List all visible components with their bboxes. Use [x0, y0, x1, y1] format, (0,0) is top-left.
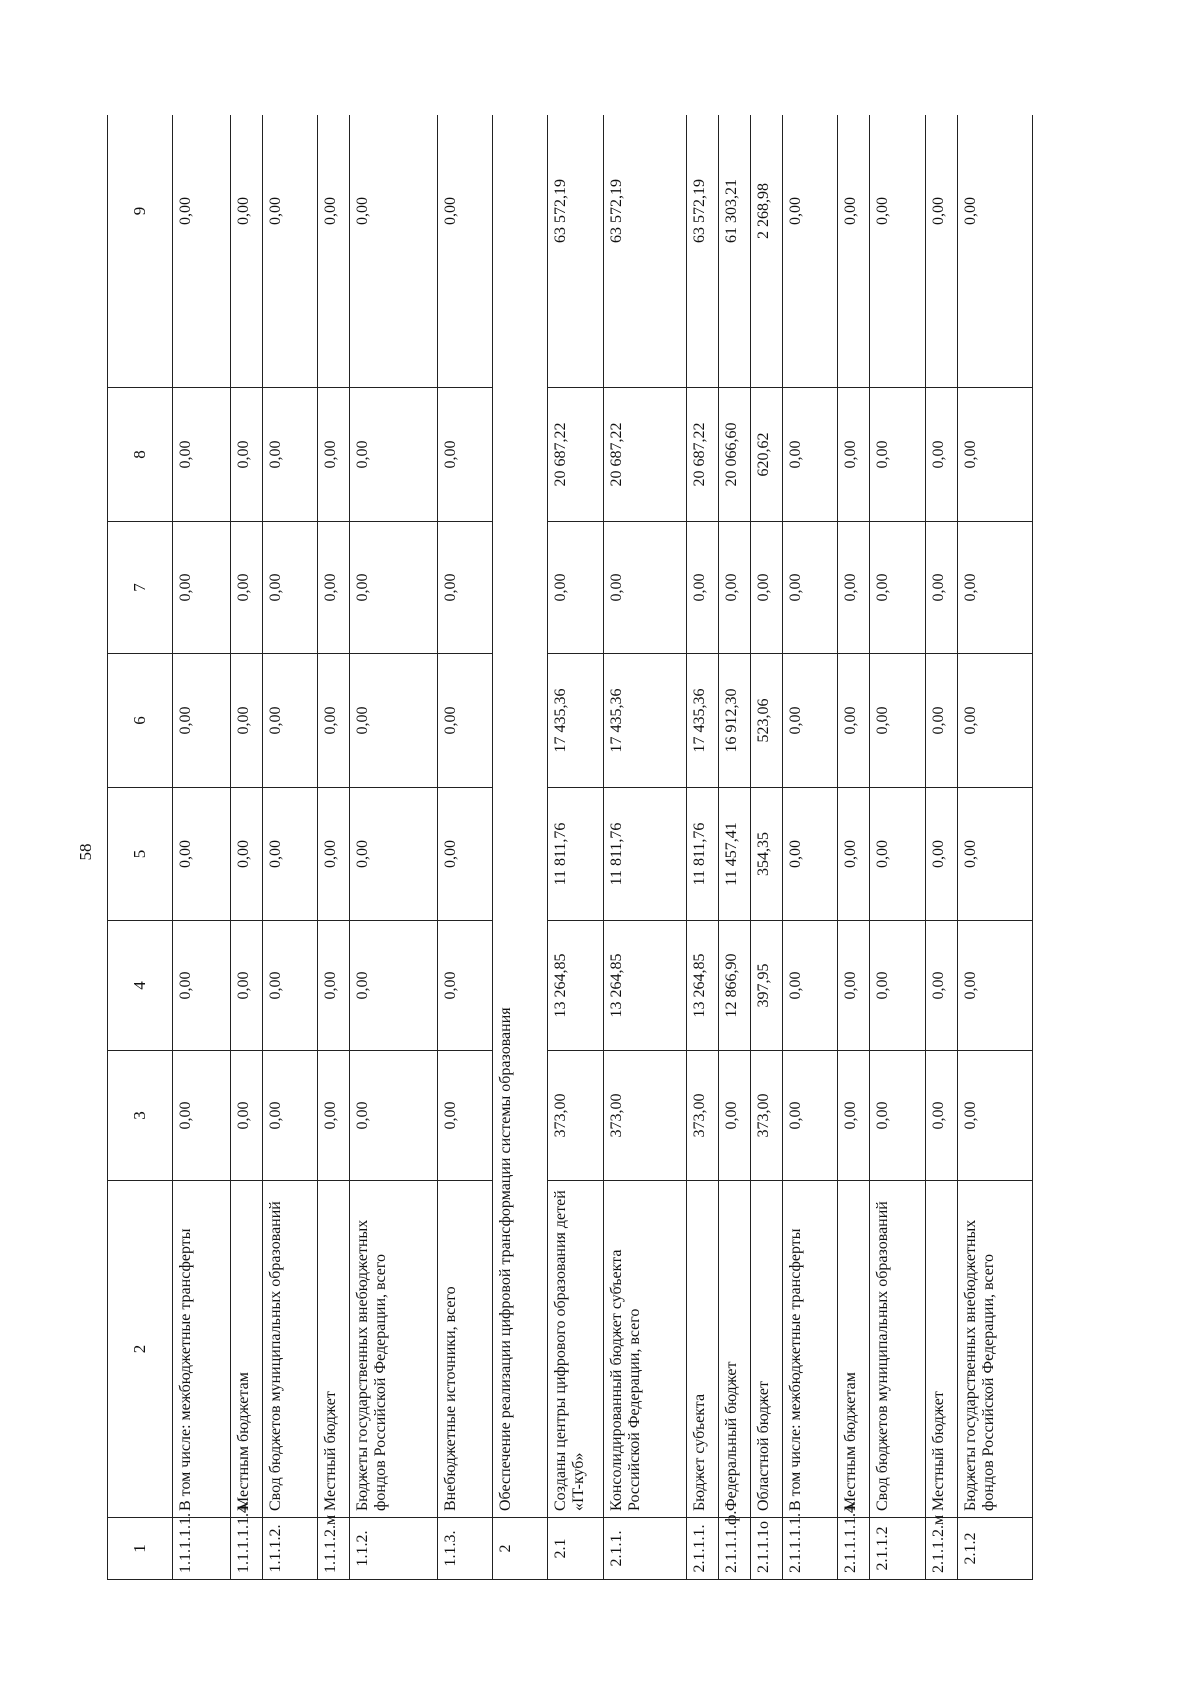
row-name: Местным бюджетам: [231, 1181, 263, 1518]
row-code: 2.1.1.1.: [687, 1518, 719, 1580]
value-cell: 0,00: [719, 1051, 751, 1181]
value-cell: 0,00: [783, 921, 838, 1051]
value-cell: 20 066,60: [719, 388, 751, 522]
row-code: 2.1.1.1.ф.: [719, 1518, 751, 1580]
value-cell: 0,00: [687, 522, 719, 654]
value-cell: 0,00: [173, 388, 231, 522]
col-header: 6: [108, 654, 173, 788]
value-cell: 0,00: [350, 522, 438, 654]
value-cell: 0,00: [870, 388, 926, 522]
value-cell: 17 435,36: [548, 654, 604, 788]
value-cell: 0,00: [926, 1051, 958, 1181]
value-cell: 0,00: [548, 522, 604, 654]
value-cell: 0,00: [318, 522, 350, 654]
row-name: В том числе: межбюджетные трансферты: [783, 1181, 838, 1518]
value-cell: 0,00: [838, 1051, 870, 1181]
table-row: [173, 115, 231, 1580]
col-header: 5: [108, 788, 173, 921]
table-row: [870, 115, 926, 1580]
table-row: [350, 115, 438, 1580]
value-cell: 11 457,41: [719, 788, 751, 921]
value-cell: 373,00: [687, 1051, 719, 1181]
value-cell: 0,00: [926, 921, 958, 1051]
value-cell: 20 687,22: [604, 388, 687, 522]
value-cell: 0,00: [783, 388, 838, 522]
row-code: 2.1: [548, 1518, 604, 1580]
table-row: [687, 115, 719, 1580]
value-cell: 523,06: [751, 654, 783, 788]
row-code: 2.1.1.1.1.4.: [838, 1518, 870, 1580]
value-cell: 0,00: [173, 788, 231, 921]
value-cell: 17 435,36: [687, 654, 719, 788]
col-header: 3: [108, 1051, 173, 1181]
value-cell: 0,00: [263, 115, 318, 388]
table-row: [604, 115, 687, 1580]
value-cell: 354,35: [751, 788, 783, 921]
value-cell: 0,00: [318, 788, 350, 921]
value-cell: 0,00: [783, 788, 838, 921]
col-header: 1: [108, 1518, 173, 1580]
row-code: 1.1.1.1.1.: [173, 1518, 231, 1580]
value-cell: 0,00: [926, 522, 958, 654]
value-cell: 0,00: [958, 115, 1033, 388]
row-name: Свод бюджетов муниципальных образований: [263, 1181, 318, 1518]
value-cell: 61 303,21: [719, 115, 751, 388]
value-cell: 63 572,19: [548, 115, 604, 388]
value-cell: 0,00: [838, 522, 870, 654]
rotated-page-content: [107, 115, 1126, 1580]
value-cell: 0,00: [318, 388, 350, 522]
value-cell: 0,00: [231, 522, 263, 654]
value-cell: 0,00: [231, 1051, 263, 1181]
value-cell: 0,00: [438, 388, 493, 522]
table-row: [263, 115, 318, 1580]
section-code: 2: [493, 1518, 548, 1580]
value-cell: 0,00: [838, 788, 870, 921]
table-row: [751, 115, 783, 1580]
table-row: [719, 115, 751, 1580]
col-header: 7: [108, 522, 173, 654]
table-row: [926, 115, 958, 1580]
row-code: 1.1.1.2.: [263, 1518, 318, 1580]
value-cell: 0,00: [231, 115, 263, 388]
value-cell: 63 572,19: [604, 115, 687, 388]
row-name: Областной бюджет: [751, 1181, 783, 1518]
budget-table: [107, 115, 1033, 1580]
row-name: В том числе: межбюджетные трансферты: [173, 1181, 231, 1518]
value-cell: 0,00: [173, 1051, 231, 1181]
value-cell: 0,00: [958, 654, 1033, 788]
value-cell: 0,00: [231, 654, 263, 788]
value-cell: 0,00: [263, 921, 318, 1051]
value-cell: 13 264,85: [687, 921, 719, 1051]
value-cell: 397,95: [751, 921, 783, 1051]
value-cell: 373,00: [548, 1051, 604, 1181]
row-code: 2.1.1.2.м: [926, 1518, 958, 1580]
value-cell: 0,00: [783, 654, 838, 788]
table-row: [438, 115, 493, 1580]
table-row: [958, 115, 1033, 1580]
value-cell: 0,00: [231, 788, 263, 921]
value-cell: 0,00: [751, 522, 783, 654]
value-cell: 0,00: [263, 522, 318, 654]
col-header: 4: [108, 921, 173, 1051]
value-cell: 0,00: [783, 1051, 838, 1181]
value-cell: 0,00: [173, 654, 231, 788]
value-cell: 0,00: [350, 1051, 438, 1181]
value-cell: 11 811,76: [604, 788, 687, 921]
row-name: Консолидированный бюджет субъекта Российской Федерации, всего: [604, 1181, 687, 1518]
value-cell: 0,00: [870, 522, 926, 654]
value-cell: 0,00: [263, 388, 318, 522]
table-row: [838, 115, 870, 1580]
value-cell: 0,00: [438, 654, 493, 788]
value-cell: 0,00: [926, 115, 958, 388]
value-cell: 16 912,30: [719, 654, 751, 788]
table-row: [783, 115, 838, 1580]
value-cell: 0,00: [173, 522, 231, 654]
row-name: Свод бюджетов муниципальных образований: [870, 1181, 926, 1518]
value-cell: 13 264,85: [604, 921, 687, 1051]
value-cell: 0,00: [783, 522, 838, 654]
value-cell: 0,00: [263, 788, 318, 921]
table-frame: [107, 115, 1126, 1580]
value-cell: 0,00: [350, 115, 438, 388]
value-cell: 0,00: [350, 654, 438, 788]
value-cell: 0,00: [719, 522, 751, 654]
row-code: 1.1.2.: [350, 1518, 438, 1580]
value-cell: 2 268,98: [751, 115, 783, 388]
value-cell: 0,00: [870, 654, 926, 788]
value-cell: 620,62: [751, 388, 783, 522]
value-cell: 0,00: [350, 921, 438, 1051]
value-cell: 0,00: [838, 921, 870, 1051]
value-cell: 0,00: [604, 522, 687, 654]
row-code: 2.1.2: [958, 1518, 1033, 1580]
value-cell: 0,00: [318, 921, 350, 1051]
row-name: Бюджеты государственных внебюджетных фондов Российской Федерации, всего: [958, 1181, 1033, 1518]
value-cell: 13 264,85: [548, 921, 604, 1051]
row-code: 1.1.1.1.1.4.: [231, 1518, 263, 1580]
value-cell: 0,00: [318, 115, 350, 388]
section-title: Обеспечение реализации цифровой трансформации системы образования: [493, 115, 548, 1518]
row-name: Местный бюджет: [926, 1181, 958, 1518]
value-cell: 0,00: [318, 654, 350, 788]
row-code: 2.1.1.2: [870, 1518, 926, 1580]
value-cell: 0,00: [958, 522, 1033, 654]
value-cell: 0,00: [438, 921, 493, 1051]
value-cell: 0,00: [173, 921, 231, 1051]
value-cell: 0,00: [438, 1051, 493, 1181]
row-name: Созданы центры цифрового образования детей «IT-куб»: [548, 1181, 604, 1518]
header-row: [108, 115, 173, 1580]
col-header: 9: [108, 115, 173, 388]
value-cell: 0,00: [838, 654, 870, 788]
value-cell: 0,00: [838, 388, 870, 522]
value-cell: 0,00: [318, 1051, 350, 1181]
value-cell: 12 866,90: [719, 921, 751, 1051]
value-cell: 20 687,22: [548, 388, 604, 522]
value-cell: 0,00: [870, 1051, 926, 1181]
page-number: 58: [76, 843, 95, 861]
table-row: [318, 115, 350, 1580]
value-cell: 373,00: [604, 1051, 687, 1181]
value-cell: 0,00: [958, 388, 1033, 522]
value-cell: 0,00: [263, 654, 318, 788]
value-cell: 0,00: [926, 788, 958, 921]
value-cell: 0,00: [231, 921, 263, 1051]
value-cell: 0,00: [173, 115, 231, 388]
value-cell: 20 687,22: [687, 388, 719, 522]
value-cell: 0,00: [438, 788, 493, 921]
row-code: 2.1.1.: [604, 1518, 687, 1580]
table-row: [231, 115, 263, 1580]
row-code: 1.1.3.: [438, 1518, 493, 1580]
row-name: Федеральный бюджет: [719, 1181, 751, 1518]
value-cell: 17 435,36: [604, 654, 687, 788]
table-row: [548, 115, 604, 1580]
value-cell: 0,00: [350, 388, 438, 522]
row-name: Бюджеты государственных внебюджетных фондов Российской Федерации, всего: [350, 1181, 438, 1518]
value-cell: 0,00: [231, 388, 263, 522]
row-code: 1.1.1.2.м: [318, 1518, 350, 1580]
value-cell: 0,00: [438, 522, 493, 654]
value-cell: 11 811,76: [687, 788, 719, 921]
value-cell: 0,00: [783, 115, 838, 388]
row-code: 2.1.1.1.1.: [783, 1518, 838, 1580]
section-row: [493, 115, 548, 1580]
col-header: 2: [108, 1181, 173, 1518]
value-cell: 0,00: [263, 1051, 318, 1181]
value-cell: 0,00: [926, 388, 958, 522]
value-cell: 0,00: [350, 788, 438, 921]
value-cell: 0,00: [958, 788, 1033, 921]
value-cell: 0,00: [870, 115, 926, 388]
row-name: Бюджет субъекта: [687, 1181, 719, 1518]
value-cell: 0,00: [958, 921, 1033, 1051]
row-name: Внебюджетные источники, всего: [438, 1181, 493, 1518]
value-cell: 63 572,19: [687, 115, 719, 388]
value-cell: 0,00: [438, 115, 493, 388]
value-cell: 11 811,76: [548, 788, 604, 921]
col-header: 8: [108, 388, 173, 522]
value-cell: 0,00: [958, 1051, 1033, 1181]
row-name: Местный бюджет: [318, 1181, 350, 1518]
row-code: 2.1.1.1о: [751, 1518, 783, 1580]
row-name: Местным бюджетам: [838, 1181, 870, 1518]
value-cell: 0,00: [926, 654, 958, 788]
value-cell: 373,00: [751, 1051, 783, 1181]
value-cell: 0,00: [870, 921, 926, 1051]
value-cell: 0,00: [838, 115, 870, 388]
value-cell: 0,00: [870, 788, 926, 921]
